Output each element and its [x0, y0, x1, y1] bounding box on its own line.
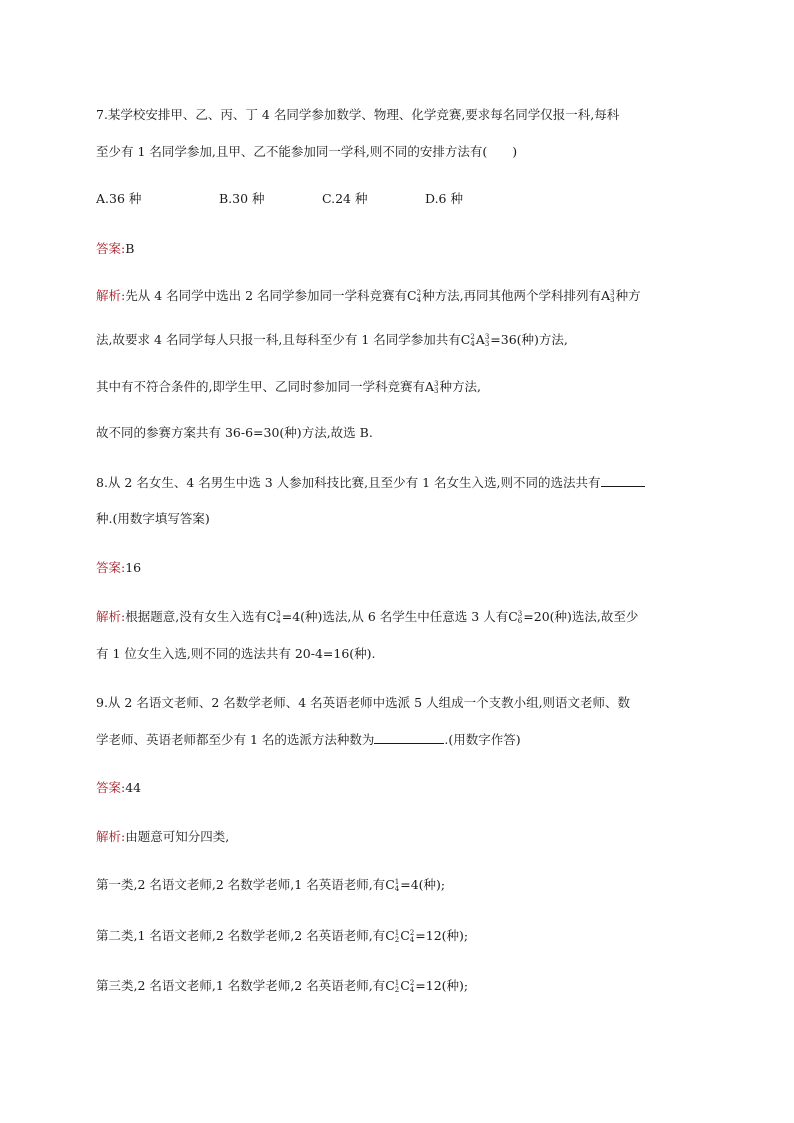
q8-stem-line2: 种.(用数字填写答案): [96, 511, 210, 526]
q9-case3: [96, 977, 468, 995]
q7-option-d: D.6 种: [425, 191, 463, 206]
q7-analysis-line3: [96, 378, 481, 396]
text-segment: 8.从 2 名女生、4 名男生中选 3 人参加科技比赛,且至少有 1 名女生入选,则不同的选法共有: [96, 475, 601, 490]
q9-stem-line1: 9.从 2 名语文老师、2 名数学老师、4 名英语老师中选派 5 人组成一个支教小组,则语文老师、数: [96, 695, 631, 710]
q7-answer: [96, 240, 134, 258]
text-segment: =4(种);: [400, 877, 446, 892]
arrangement-a33: A 3 3: [601, 288, 615, 304]
q8-answer: [96, 559, 141, 577]
answer-label: 答案:: [96, 241, 126, 256]
text-segment: =12(种);: [415, 978, 469, 993]
q8-analysis-line2: 有 1 位女生入选,则不同的选法共有 20-4=16(种).: [96, 646, 376, 661]
q9-case1: [96, 876, 445, 894]
q8-stem-line1: [96, 474, 645, 492]
analysis-label: 解析:: [96, 609, 126, 624]
text-segment: 根据题意,没有女生入选有: [125, 609, 267, 624]
q7-analysis-line2: [96, 331, 568, 349]
answer-label: 答案:: [96, 780, 126, 795]
text-segment: =36(种)方法,: [490, 332, 568, 347]
q7-analysis-line4: 故不同的参赛方案共有 36-6=30(种)方法,故选 B.: [96, 425, 373, 440]
combination-c43: C 3 4: [266, 609, 281, 625]
text-segment: .(用数字作答): [444, 732, 521, 747]
q7-option-a: A.36 种: [96, 191, 142, 206]
text-segment: 第二类,1 名语文老师,2 名数学老师,2 名英语老师,有: [96, 928, 386, 943]
text-segment: 法,故要求 4 名同学每人只报一科,且每科至少有 1 名同学参加共有: [96, 332, 461, 347]
combination-c21: C 1 2: [385, 978, 400, 994]
q9-answer: [96, 779, 141, 797]
q7-option-b: B.30 种: [219, 191, 265, 206]
combination-c42: C 2 4: [407, 288, 422, 304]
combination-c21: C 1 2: [385, 928, 400, 944]
text-segment: 第三类,2 名语文老师,1 名数学老师,2 名英语老师,有: [96, 978, 386, 993]
text-segment: 其中有不符合条件的,即学生甲、乙同时参加同一学科竞赛有: [96, 379, 425, 394]
combination-c41: C 1 4: [385, 877, 400, 893]
q9-analysis-line1: [96, 828, 229, 846]
q7-analysis-line1: [96, 287, 641, 305]
analysis-label: 解析:: [96, 288, 126, 303]
analysis-label: 解析:: [96, 829, 126, 844]
combination-c63: C 3 6: [508, 609, 523, 625]
answer-value: 44: [125, 780, 142, 795]
text-segment: 由题意可知分四类,: [125, 829, 230, 844]
q7-stem-line1: 7.某学校安排甲、乙、丙、丁 4 名同学参加数学、物理、化学竞赛,要求每名同学仅报一科,每科: [96, 107, 620, 122]
answer-label: 答案:: [96, 560, 126, 575]
arrangement-a33: A 3 3: [475, 332, 490, 348]
text-segment: 种方法,再同其他两个学科排列有: [422, 288, 602, 303]
text-segment: =12(种);: [415, 928, 469, 943]
text-segment: 学老师、英语老师都至少有 1 名的选派方法种数为: [96, 732, 375, 747]
combination-c42: C 2 4: [400, 928, 415, 944]
combination-c42: C 2 4: [460, 332, 475, 348]
q9-stem-line2: [96, 731, 521, 749]
text-segment: 第一类,2 名语文老师,2 名数学老师,1 名英语老师,有: [96, 877, 386, 892]
answer-value: B: [125, 241, 135, 256]
arrangement-a33: A 3 3: [424, 379, 439, 395]
text-segment: =4(种)选法,从 6 名学生中任意选 3 人有: [281, 609, 509, 624]
combination-c42: C 2 4: [400, 978, 415, 994]
text-segment: =20(种)选法,故至少: [523, 609, 639, 624]
text-segment: 种方法,: [439, 379, 481, 394]
q9-case2: [96, 927, 468, 945]
text-segment: 种方: [615, 288, 641, 303]
q8-analysis-line1: [96, 608, 638, 626]
answer-blank: [374, 731, 444, 744]
answer-blank: [601, 474, 645, 487]
text-segment: 先从 4 名同学中选出 2 名同学参加同一学科竞赛有: [125, 288, 408, 303]
q7-option-c: C.24 种: [322, 191, 368, 206]
answer-value: 16: [125, 560, 142, 575]
q7-stem-line2: 至少有 1 名同学参加,且甲、乙不能参加同一学科,则不同的安排方法有( ): [96, 144, 518, 159]
